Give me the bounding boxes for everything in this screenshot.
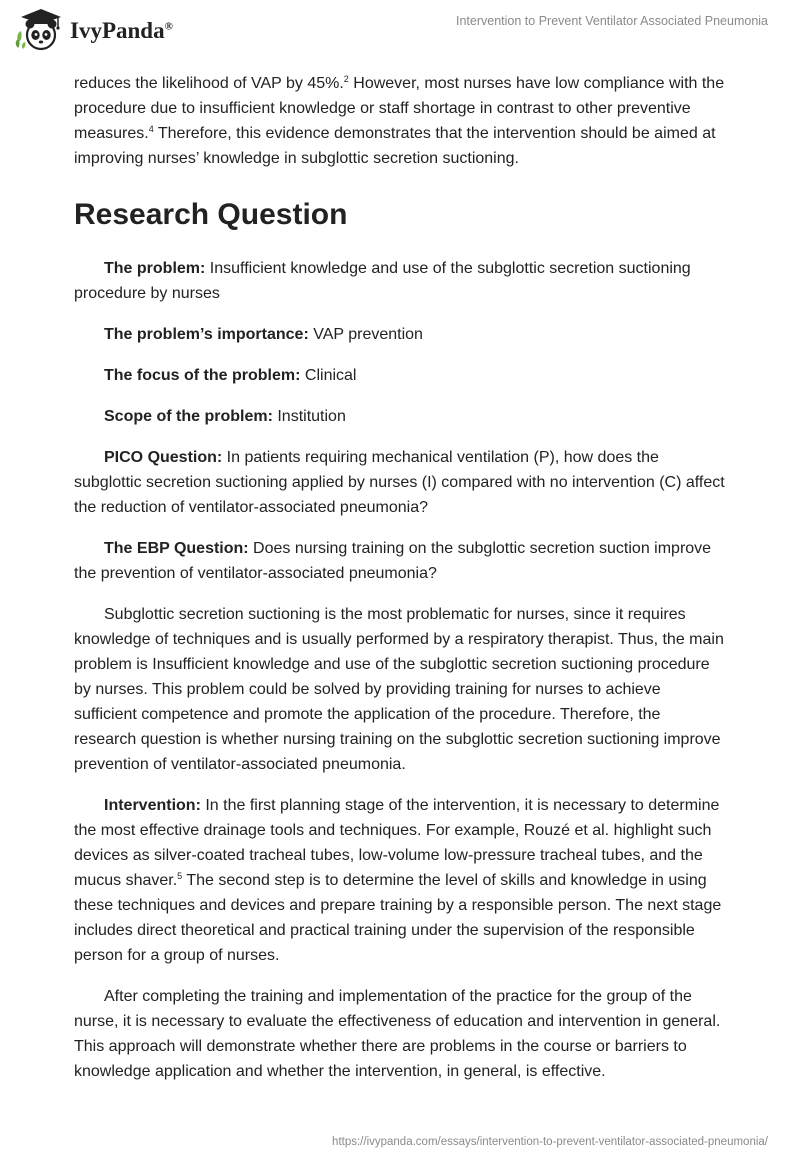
source-url[interactable]: https://ivypanda.com/essays/intervention-to-prevent-ventilator-associated-pneumonia/ <box>332 1136 768 1148</box>
subglottic-paragraph: Subglottic secretion suctioning is the most problematic for nurses, since it requires knowledge of techniques and is usually performed by a respiratory therapist. Thus, the main problem is Insufficient knowledge and use of the subglottic secretion suctioning procedure by nurses. This problem could be solved by providing training for nurses to achieve sufficient competence and promote the application of the procedure. Therefore, the research question is whether nursing training on the subglottic secretion suctioning improve prevention of ventilator-associated pneumonia. <box>74 606 724 773</box>
article-body <box>74 71 726 1084</box>
document-title: Intervention to Prevent Ventilator Associated Pneumonia <box>456 14 768 28</box>
ebp-question: The EBP Question: Does nursing training on the subglottic secretion suction improve the prevention of ventilator-associated pneumonia? <box>74 540 712 582</box>
page-header <box>0 0 800 60</box>
scope-item: Scope of the problem: Institution <box>104 408 346 425</box>
focus-item: The focus of the problem: Clinical <box>104 367 357 384</box>
footnote-ref: 4 <box>148 124 154 134</box>
section-heading: Research Question <box>74 198 348 231</box>
ivypanda-logo[interactable] <box>14 8 173 54</box>
pico-question: PICO Question: In patients requiring mechanical ventilation (P), how does the subglottic secretion suctioning applied by nurses (I) compared with no intervention (C) affect the reduction of ventilator-associated pneumonia? <box>74 449 725 516</box>
brand-name: IvyPanda® <box>70 18 173 43</box>
footnote-ref: 2 <box>343 74 349 84</box>
importance-item: The problem’s importance: VAP prevention <box>104 326 423 343</box>
footnote-ref: 5 <box>177 871 183 881</box>
panda-graduate-icon <box>14 8 66 54</box>
problem-item: The problem: Insufficient knowledge and use of the subglottic secretion suctioning procedure by nurses <box>74 260 691 302</box>
intro-paragraph: reduces the likelihood of VAP by 45%.$^2$ However, most nurses have low compliance with the procedure due to insufficient knowledge or staff shortage in contrast to other preventive measures.$^4$ Therefore, this evidence demonstrates that the intervention should be aimed at improving nurses’ knowledge in subglottic secretion suctioning. <box>74 74 725 167</box>
evaluation-paragraph: After completing the training and implementation of the practice for the group of the nurse, it is necessary to evaluate the effectiveness of education and intervention in general. This approach will demonstrate whether there are problems in the course or barriers to knowledge application and whether the intervention, in general, is effective. <box>74 988 721 1080</box>
intervention-paragraph: Intervention: In the first planning stage of the intervention, it is necessary to determine the most effective drainage tools and techniques. For example, Rouzé et al. highlight such devices as silver-coated tracheal tubes, low-volume low-pressure tracheal tubes, and the mucus shaver.$^5$ The second step is to determine the level of skills and knowledge in using these techniques and devices and prepare training by a responsible person. The next stage includes direct theoretical and practical training under the supervision of the responsible person for a group of nurses. <box>74 797 722 964</box>
